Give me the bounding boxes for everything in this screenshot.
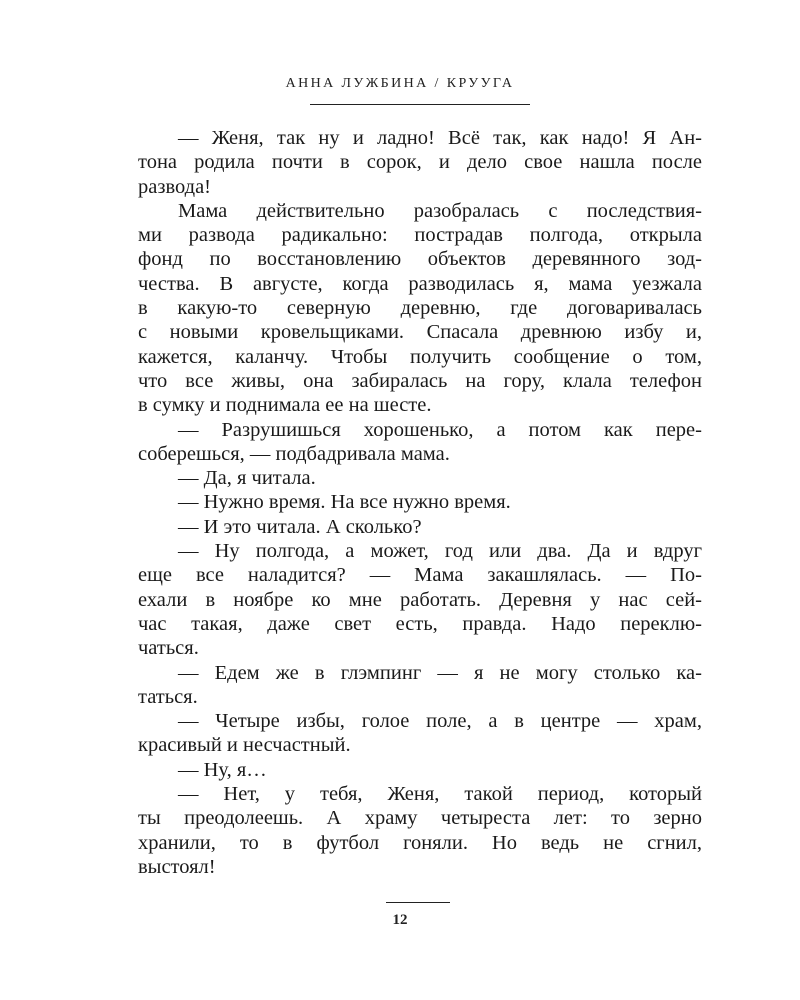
text-line: — Четыре избы, голое поле, а в центре — храм, bbox=[178, 710, 702, 733]
text-line: — Нужно время. На все нужно время. bbox=[178, 491, 511, 514]
text-line: — Да, я читала. bbox=[178, 467, 316, 490]
text-line: — Разрушишься хорошенько, а потом как пере- bbox=[178, 418, 702, 441]
text-line: Мама действительно разобралась с последствия- bbox=[178, 199, 702, 222]
text-line: ехали в ноябре ко мне работать. Деревня у нас сей- bbox=[138, 588, 702, 611]
header-divider bbox=[310, 104, 530, 105]
text-line: кажется, каланчу. Чтобы получить сообщение о том, bbox=[138, 345, 702, 368]
text-line: развода! bbox=[138, 175, 212, 198]
text-line: — И это читала. А сколько? bbox=[178, 515, 422, 538]
footer-divider bbox=[386, 902, 450, 903]
text-line: — Ну полгода, а может, год или два. Да и вдруг bbox=[178, 540, 702, 563]
text-line: — Ну, я… bbox=[178, 758, 267, 781]
text-line: — Нет, у тебя, Женя, такой период, который bbox=[178, 783, 702, 806]
text-line: с новыми кровельщиками. Спасала древнюю избу и, bbox=[138, 321, 702, 344]
text-line: еще все наладится? — Мама закашлялась. — По- bbox=[138, 564, 702, 587]
text-line: — Едем же в глэмпинг — я не могу столько ка- bbox=[178, 661, 702, 684]
text-line: красивый и несчастный. bbox=[138, 734, 351, 757]
text-line: что все живы, она забиралась на гору, клала телефон bbox=[138, 369, 702, 392]
text-line: в сумку и поднимала ее на шесте. bbox=[138, 394, 432, 417]
text-line: чаться. bbox=[138, 637, 199, 660]
text-line: фонд по восстановлению объектов деревянного зод- bbox=[138, 248, 702, 271]
text-line: — Женя, так ну и ладно! Всё так, как надо! Я Ан- bbox=[178, 127, 702, 149]
text-line: таться. bbox=[138, 685, 198, 708]
running-header: АННА ЛУЖБИНА / КРУУГА bbox=[285, 76, 515, 91]
text-line: хранили, то в футбол гоняли. Но ведь не сгнил, bbox=[138, 831, 702, 854]
text-line: ты преодолеешь. А храму четыреста лет: то зерно bbox=[138, 807, 702, 830]
text-line: тона родила почти в сорок, и дело свое нашла после bbox=[138, 151, 702, 174]
page-number: 12 bbox=[392, 912, 408, 928]
text-line: в какую-то северную деревню, где договаривалась bbox=[138, 297, 702, 320]
text-line: соберешься, — подбадривала мама. bbox=[138, 442, 450, 465]
body-text bbox=[138, 126, 702, 879]
text-line: ми развода радикально: пострадав полгода, открыла bbox=[138, 224, 702, 247]
text-line: час такая, даже свет есть, правда. Надо переклю- bbox=[138, 612, 702, 635]
text-line: чества. В августе, когда разводилась я, мама уезжала bbox=[138, 272, 702, 295]
text-line: выстоял! bbox=[138, 855, 216, 878]
